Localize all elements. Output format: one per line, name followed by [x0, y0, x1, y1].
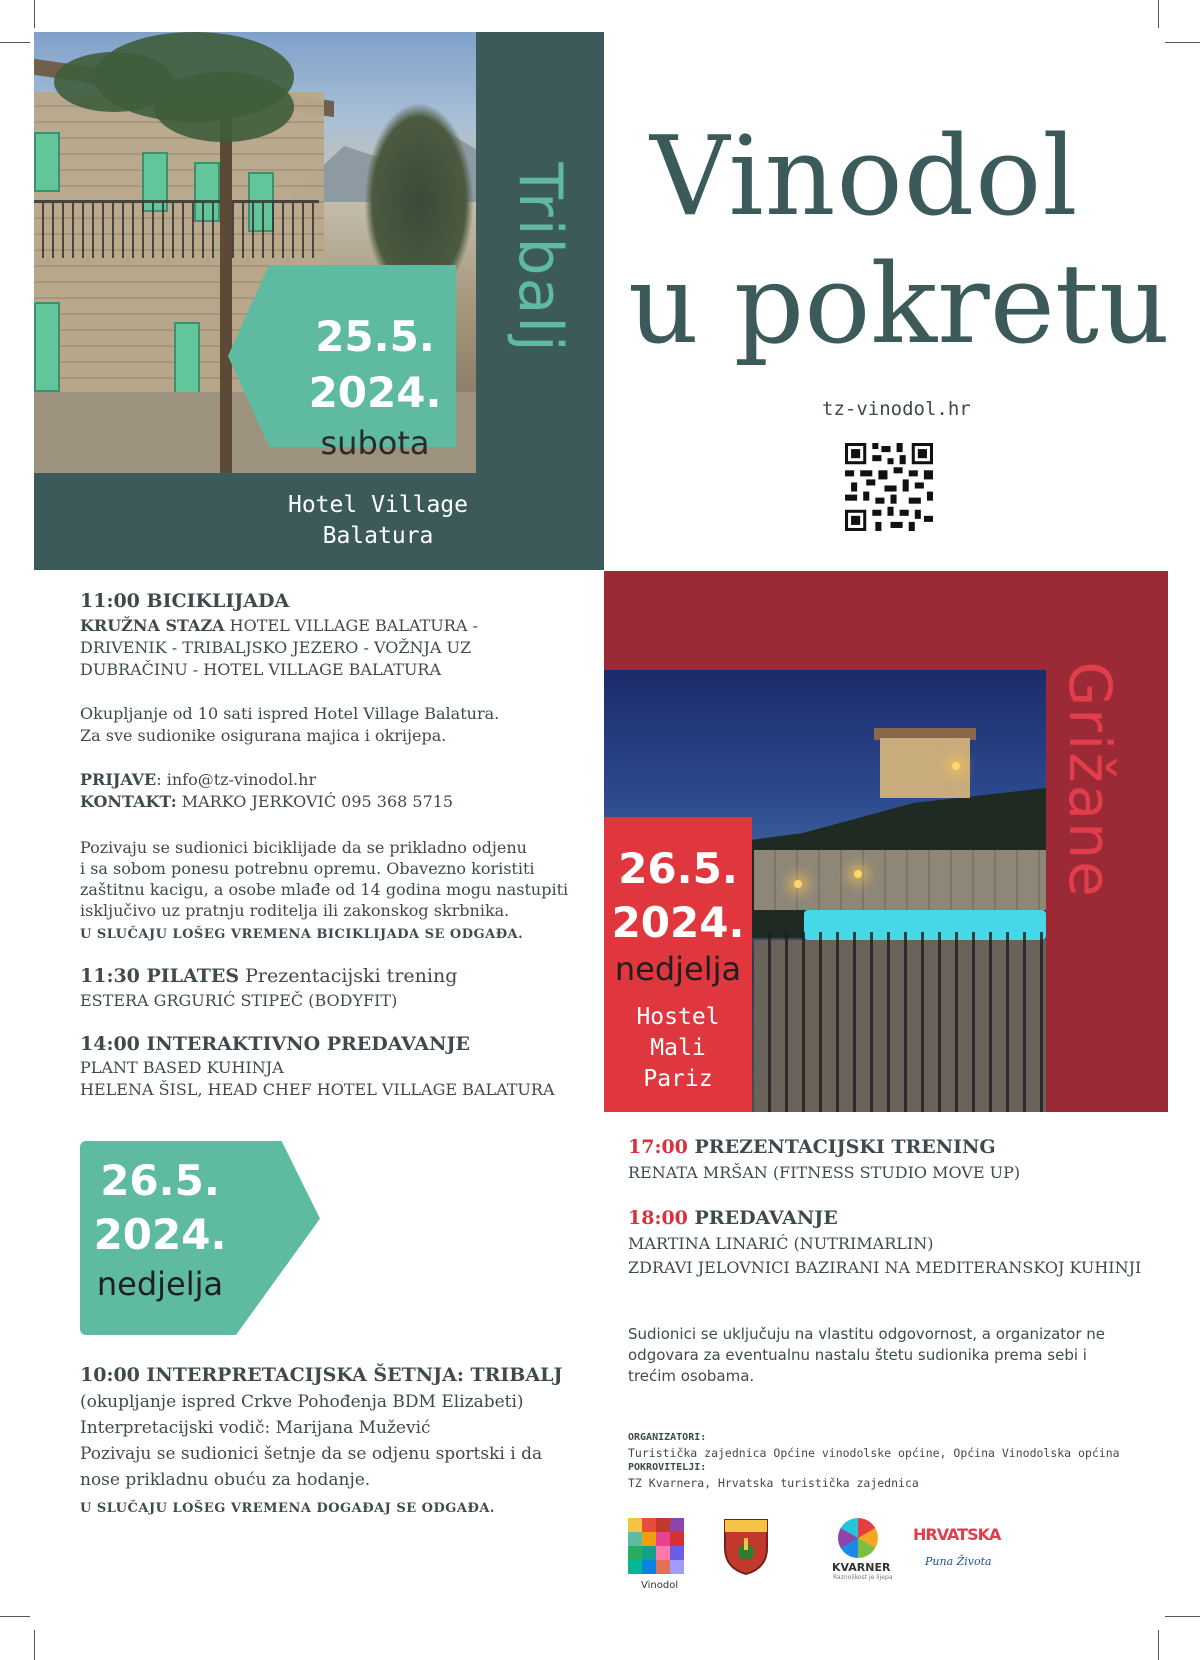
gathering-text: Za sve sudionike osigurana majica i okrijepa.	[80, 726, 447, 745]
disclaimer-text: trećim osobama.	[628, 1367, 755, 1385]
route-line: DRIVENIK - TRIBALJSKO JEZERO - VOŽNJA UZ	[80, 638, 472, 657]
event-detail: HELENA ŠISL, HEAD CHEF HOTEL VILLAGE BALATURA	[80, 1080, 555, 1099]
event-detail: nose prikladnu obuću za hodanje.	[80, 1470, 371, 1490]
venue-balatura	[258, 490, 498, 552]
weather-note: U SLUČAJU LOŠEG VREMENA BICIKLIJADA SE ODGAĐA.	[80, 927, 524, 942]
event-biciklijada-heading	[80, 590, 289, 612]
page-title: Vinodol	[650, 112, 1079, 240]
route-line: DUBRAČINU - HOTEL VILLAGE BALATURA	[80, 660, 442, 679]
sponsors-text: TZ Kvarnera, Hrvatska turistička zajednica	[628, 1476, 919, 1490]
venue-line: Pariz	[643, 1066, 713, 1092]
crop-mark	[0, 1616, 30, 1617]
crop-mark	[1165, 1616, 1200, 1617]
event-training-heading	[628, 1136, 996, 1158]
weather-note: U SLUČAJU LOŠEG VREMENA DOGAĐAJ SE ODGAĐA.	[80, 1501, 495, 1516]
location-tribalj: Tribalj	[505, 162, 575, 354]
event-time: 18:00	[628, 1207, 688, 1229]
crop-mark	[34, 0, 35, 28]
crop-mark	[1158, 1630, 1159, 1660]
sponsors-label: POKROVITELJI:	[628, 1462, 707, 1473]
signup-label: PRIJAVE	[80, 770, 157, 789]
contact-label: KONTAKT:	[80, 792, 177, 811]
event-detail: Pozivaju se sudionici šetnje da se odjenu sportski i da	[80, 1444, 543, 1464]
day-sunday: nedjelja	[96, 1265, 224, 1303]
gathering-text: Okupljanje od 10 sati ispred Hotel Village Balatura.	[80, 704, 500, 723]
route-line	[80, 615, 478, 637]
event-detail: (okupljanje ispred Crkve Pohođenja BDM Elizabeti)	[80, 1392, 524, 1412]
day-saturday: subota	[320, 424, 430, 462]
date-saturday: 25.5.	[315, 312, 435, 361]
notice-text: zaštitnu kacigu, a osobe mlađe od 14 godina mogu nastupiti	[80, 880, 569, 899]
hrvatska-logo-label: HRVATSKA	[913, 1525, 1001, 1544]
venue-line: Hostel	[636, 1004, 720, 1030]
qr-code-icon[interactable]	[845, 443, 933, 531]
event-title: PREZENTACIJSKI TRENING	[687, 1136, 996, 1158]
hrvatska-logo-tagline: Puna Života	[925, 1555, 992, 1568]
notice-text: i sa sobom ponesu potrebnu opremu. Obavezno koristiti	[80, 859, 535, 878]
contact-line	[80, 791, 453, 813]
event-pilates-heading	[80, 965, 457, 987]
vinodol-logo-icon	[628, 1518, 684, 1574]
kvarner-logo-label: KVARNER	[832, 1561, 891, 1574]
venue-mali-pariz	[604, 1002, 752, 1095]
kvarner-logo-tagline: Raznolikost je lijepa	[833, 1574, 893, 1581]
date-grizane: 26.5.	[618, 844, 738, 893]
website-link[interactable]: tz-vinodol.hr	[822, 398, 971, 420]
event-host: ESTERA GRGURIĆ STIPEČ (BODYFIT)	[80, 991, 398, 1010]
location-grizane: Grižane	[1056, 661, 1124, 899]
signup-email[interactable]: : info@tz-vinodol.hr	[156, 770, 317, 789]
crop-mark	[1165, 42, 1200, 43]
page-subtitle: u pokretu	[628, 240, 1170, 368]
event-detail: ZDRAVI JELOVNICI BAZIRANI NA MEDITERANSKOJ KUHINJI	[628, 1258, 1142, 1277]
disclaimer-text: Sudionici se uključuju na vlastitu odgovornost, a organizator ne	[628, 1325, 1106, 1343]
signup-line	[80, 769, 316, 791]
event-time: 11:00	[80, 590, 140, 612]
venue-line: Mali	[650, 1035, 706, 1061]
route-label: KRUŽNA STAZA	[80, 616, 225, 635]
vinodol-logo-label: Vinodol	[641, 1580, 679, 1591]
disclaimer-text: odgovara za eventualnu nastalu štetu sudionika prema sebi i	[628, 1346, 1087, 1364]
kvarner-logo-icon	[838, 1518, 878, 1558]
event-time: 17:00	[628, 1136, 688, 1158]
date-sunday: 26.5.	[100, 1156, 220, 1205]
venue-line: Hotel Village	[287, 492, 468, 518]
event-detail: Interpretacijski vodič: Marijana Mužević	[80, 1418, 431, 1438]
route-text: HOTEL VILLAGE BALATURA -	[229, 616, 478, 635]
event-title: 11:30 PILATES	[80, 965, 240, 987]
event-title: PREDAVANJE	[687, 1207, 838, 1229]
venue-line: Balatura	[322, 523, 434, 549]
event-host: RENATA MRŠAN (FITNESS STUDIO MOVE UP)	[628, 1163, 1021, 1182]
year-saturday: 2024.	[308, 368, 442, 417]
day-grizane: nedjelja	[614, 950, 742, 988]
event-title: BICIKLIJADA	[146, 590, 290, 612]
crop-mark	[0, 42, 30, 43]
event-lecture-heading: 14:00 INTERAKTIVNO PREDAVANJE	[80, 1033, 470, 1055]
crop-mark	[34, 1630, 35, 1660]
event-walk-heading: 10:00 INTERPRETACIJSKA ŠETNJA: TRIBALJ	[80, 1364, 563, 1386]
coat-of-arms-icon	[723, 1518, 769, 1576]
notice-text: Pozivaju se sudionici biciklijade da se prikladno odjenu	[80, 838, 527, 857]
year-grizane: 2024.	[611, 898, 745, 947]
organizers-label: ORGANIZATORI:	[628, 1432, 707, 1443]
contact-value: MARKO JERKOVIĆ 095 368 5715	[176, 792, 454, 811]
crop-mark	[1158, 0, 1159, 28]
event-detail: PLANT BASED KUHINJA	[80, 1058, 284, 1077]
event-predavanje-heading	[628, 1207, 838, 1229]
event-detail: MARTINA LINARIĆ (NUTRIMARLIN)	[628, 1234, 934, 1253]
year-sunday: 2024.	[93, 1210, 227, 1259]
organizers-text: Turistička zajednica Općine vinodolske općine, Općina Vinodolska općina	[628, 1446, 1120, 1460]
notice-text: isključivo uz pratnju roditelja ili zakonskog skrbnika.	[80, 901, 510, 920]
event-subtitle: Prezentacijski trening	[239, 965, 458, 987]
